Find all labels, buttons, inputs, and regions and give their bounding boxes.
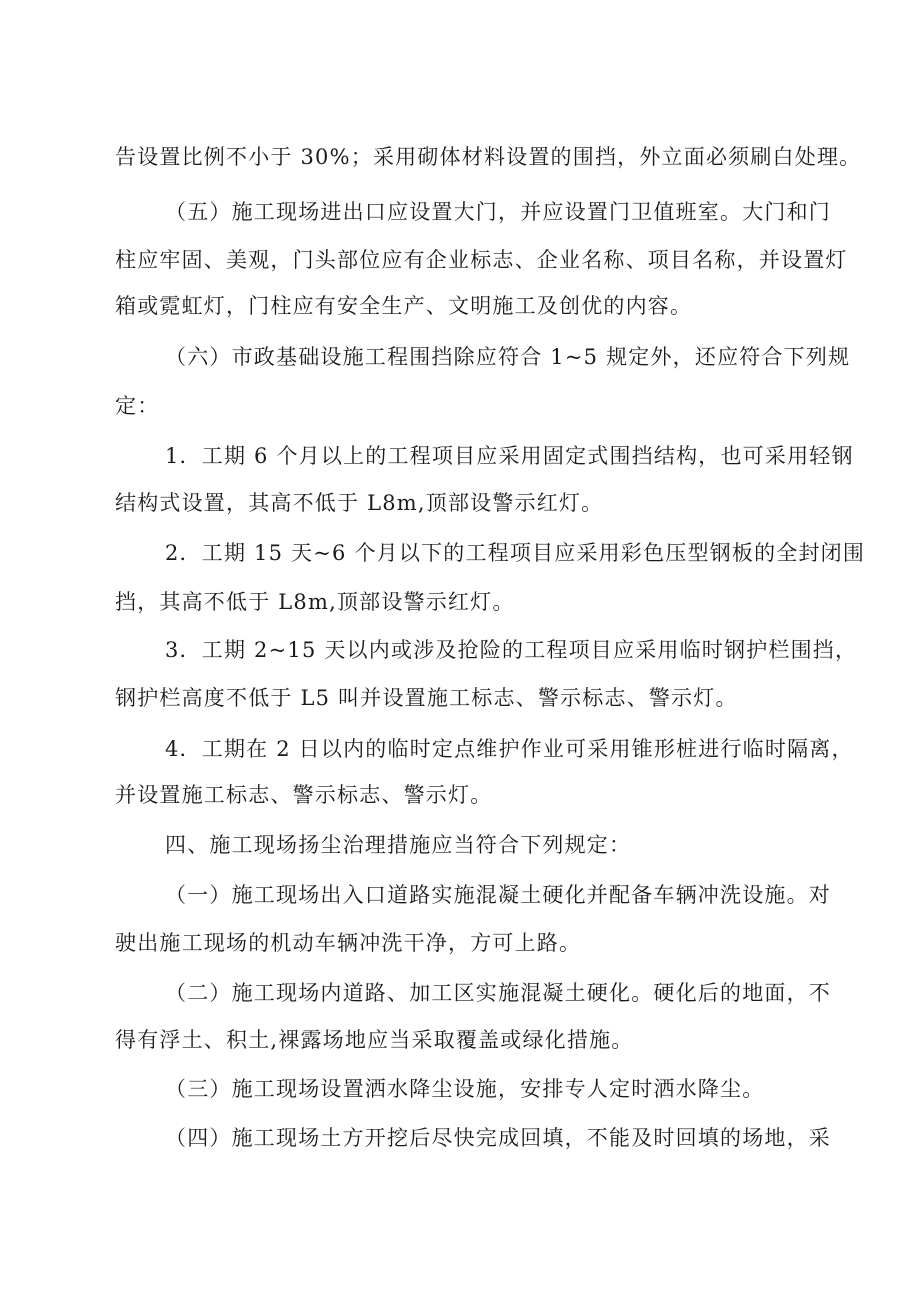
text-line: 钢护栏高度不低于 L5 叫并设置施工标志、警示标志、警示灯。	[115, 686, 738, 710]
text-line: 并设置施工标志、警示标志、警示灯。	[115, 783, 493, 807]
text-line: 四、施工现场扬尘治理措施应当符合下列规定：	[165, 833, 632, 857]
text-line: 4．工期在 2 日以内的临时定点维护作业可采用锥形桩进行临时隔离，	[165, 737, 854, 761]
text-line: （五）施工现场进出口应设置大门，并应设置门卫值班室。大门和门	[165, 200, 831, 224]
text-line: （六）市政基础设施工程围挡除应符合 1~5 规定外，还应符合下列规	[165, 345, 851, 369]
text-line: 挡，其高不低于 L8m,顶部设警示红灯。	[115, 590, 515, 614]
text-line: 1．工期 6 个月以上的工程项目应采用固定式围挡结构，也可采用轻钢	[165, 444, 854, 468]
text-line: 2．工期 15 天~6 个月以下的工程项目应采用彩色压型钢板的全封闭围	[165, 541, 866, 565]
text-line: 3．工期 2~15 天以内或涉及抢险的工程项目应采用临时钢护栏围挡，	[165, 638, 858, 662]
text-line: 箱或霓虹灯，门柱应有安全生产、文明施工及创优的内容。	[115, 294, 693, 318]
text-line: 结构式设置，其高不低于 L8m,顶部设警示红灯。	[115, 491, 604, 515]
text-line: 驶出施工现场的机动车辆冲洗干净，方可上路。	[115, 931, 582, 955]
text-line: （三）施工现场设置洒水降尘设施，安排专人定时洒水降尘。	[165, 1077, 765, 1101]
text-line: 柱应牢固、美观，门头部位应有企业标志、企业名称、项目名称，并设置灯	[115, 248, 848, 272]
text-line: （四）施工现场土方开挖后尽快完成回填，不能及时回填的场地，采	[165, 1126, 831, 1150]
text-line: 定：	[115, 394, 160, 418]
text-line: 告设置比例不小于 30%；采用砌体材料设置的围挡，外立面必须刷白处理。	[115, 145, 862, 169]
text-line: （一）施工现场出入口道路实施混凝土硬化并配备车辆冲洗设施。对	[165, 883, 831, 907]
text-line: 得有浮土、积土,裸露场地应当采取覆盖或绿化措施。	[115, 1028, 634, 1052]
text-line: （二）施工现场内道路、加工区实施混凝土硬化。硬化后的地面，不	[165, 981, 831, 1005]
